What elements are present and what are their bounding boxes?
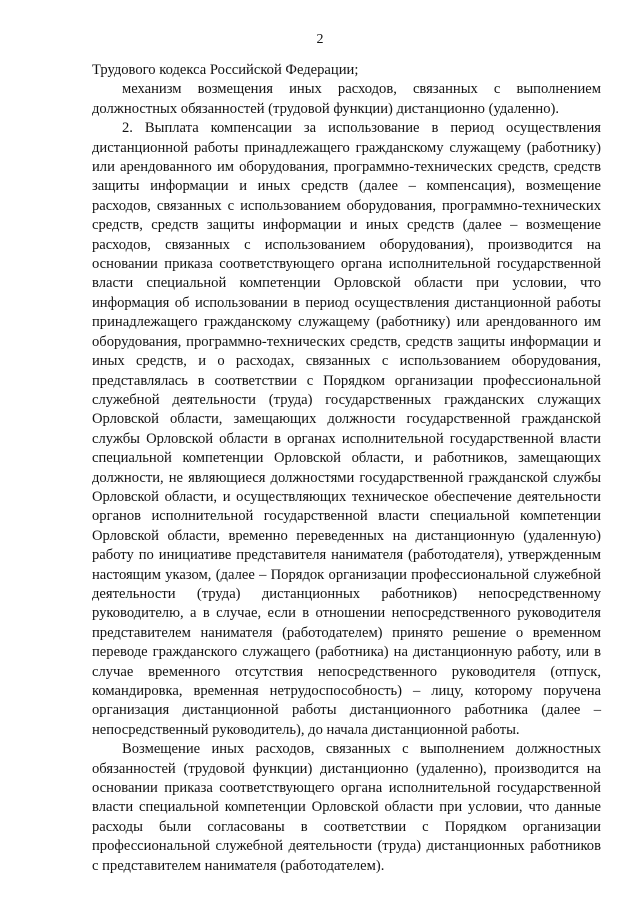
- page-number: 2: [316, 32, 324, 47]
- paragraph-other-expenses: Возмещение иных расходов, связанных с выполнением должностных обязанностей (трудовой функции) дистанционно (удаленно), производится на основании приказа соответствующего органа исполнительной государственной власти специальной компетенции Орловской области при условии, что данные расходы были согласованы в соответствии с Порядком организации профессиональной служебной деятельности (труда) дистанционных работников с представителем нанимателя (работодателем).: [92, 741, 601, 874]
- paragraph-code-reference: Трудового кодекса Российской Федерации;: [92, 62, 359, 78]
- paragraph-compensation-payment: 2. Выплата компенсации за использование в период осуществления дистанционной работы принадлежащего гражданскому служащему (работнику) или арендованного им оборудования, программно-технических средств, средств защиты информации и иных средств (далее – компенсация), возмещение расходов, связанных с использованием оборудования, программно-технических средств, средств защиты информации и иных средств (далее – возмещение расходов, связанных с использованием оборудования), производится на основании приказа соответствующего органа исполнительной государственной власти специальной компетенции Орловской области при условии, что информация об использовании в период осуществления дистанционной работы принадлежащего гражданскому служащему (работнику) или арендованного им оборудования, программно-технических средств, средств защиты информации и иных средств, и о расходах, связанных с использованием оборудования, представлялась в соответствии с Порядком организации профессиональной служебной деятельности (труда) государственных гражданских служащих Орловской области, замещающих должности государственной гражданской службы Орловской области в органах исполнительной государственной власти специальной компетенции Орловской области, и работников, замещающих должности, не являющиеся должностями государственной гражданской службы Орловской области, и осуществляющих техническое обеспечение деятельности органов исполнительной государственной власти специальной компетенции Орловской области, временно переведенных на дистанционную (удаленную) работу по инициативе представителя нанимателя (работодателя), утвержденным настоящим указом, (далее – Порядок организации профессиональной служебной деятельности (труда) дистанционных работников) непосредственному руководителю, а в случае, если в отношении непосредственного руководителя представителем нанимателя (работодателем) принято решение о временном переводе гражданского служащего (работника) на дистанционную работу, или в случае временного отсутствия непосредственного руководителя (отпуск, командировка, временная нетрудоспособность) – лицу, которому поручена организация дистанционной работы дистанционного работника (далее – непосредственный руководитель), до начала дистанционной работы.: [92, 120, 601, 738]
- document-body: [92, 61, 601, 876]
- paragraph-mechanism: механизм возмещения иных расходов, связанных с выполнением должностных обязанностей (трудовой функции) дистанционно (удаленно).: [92, 81, 601, 117]
